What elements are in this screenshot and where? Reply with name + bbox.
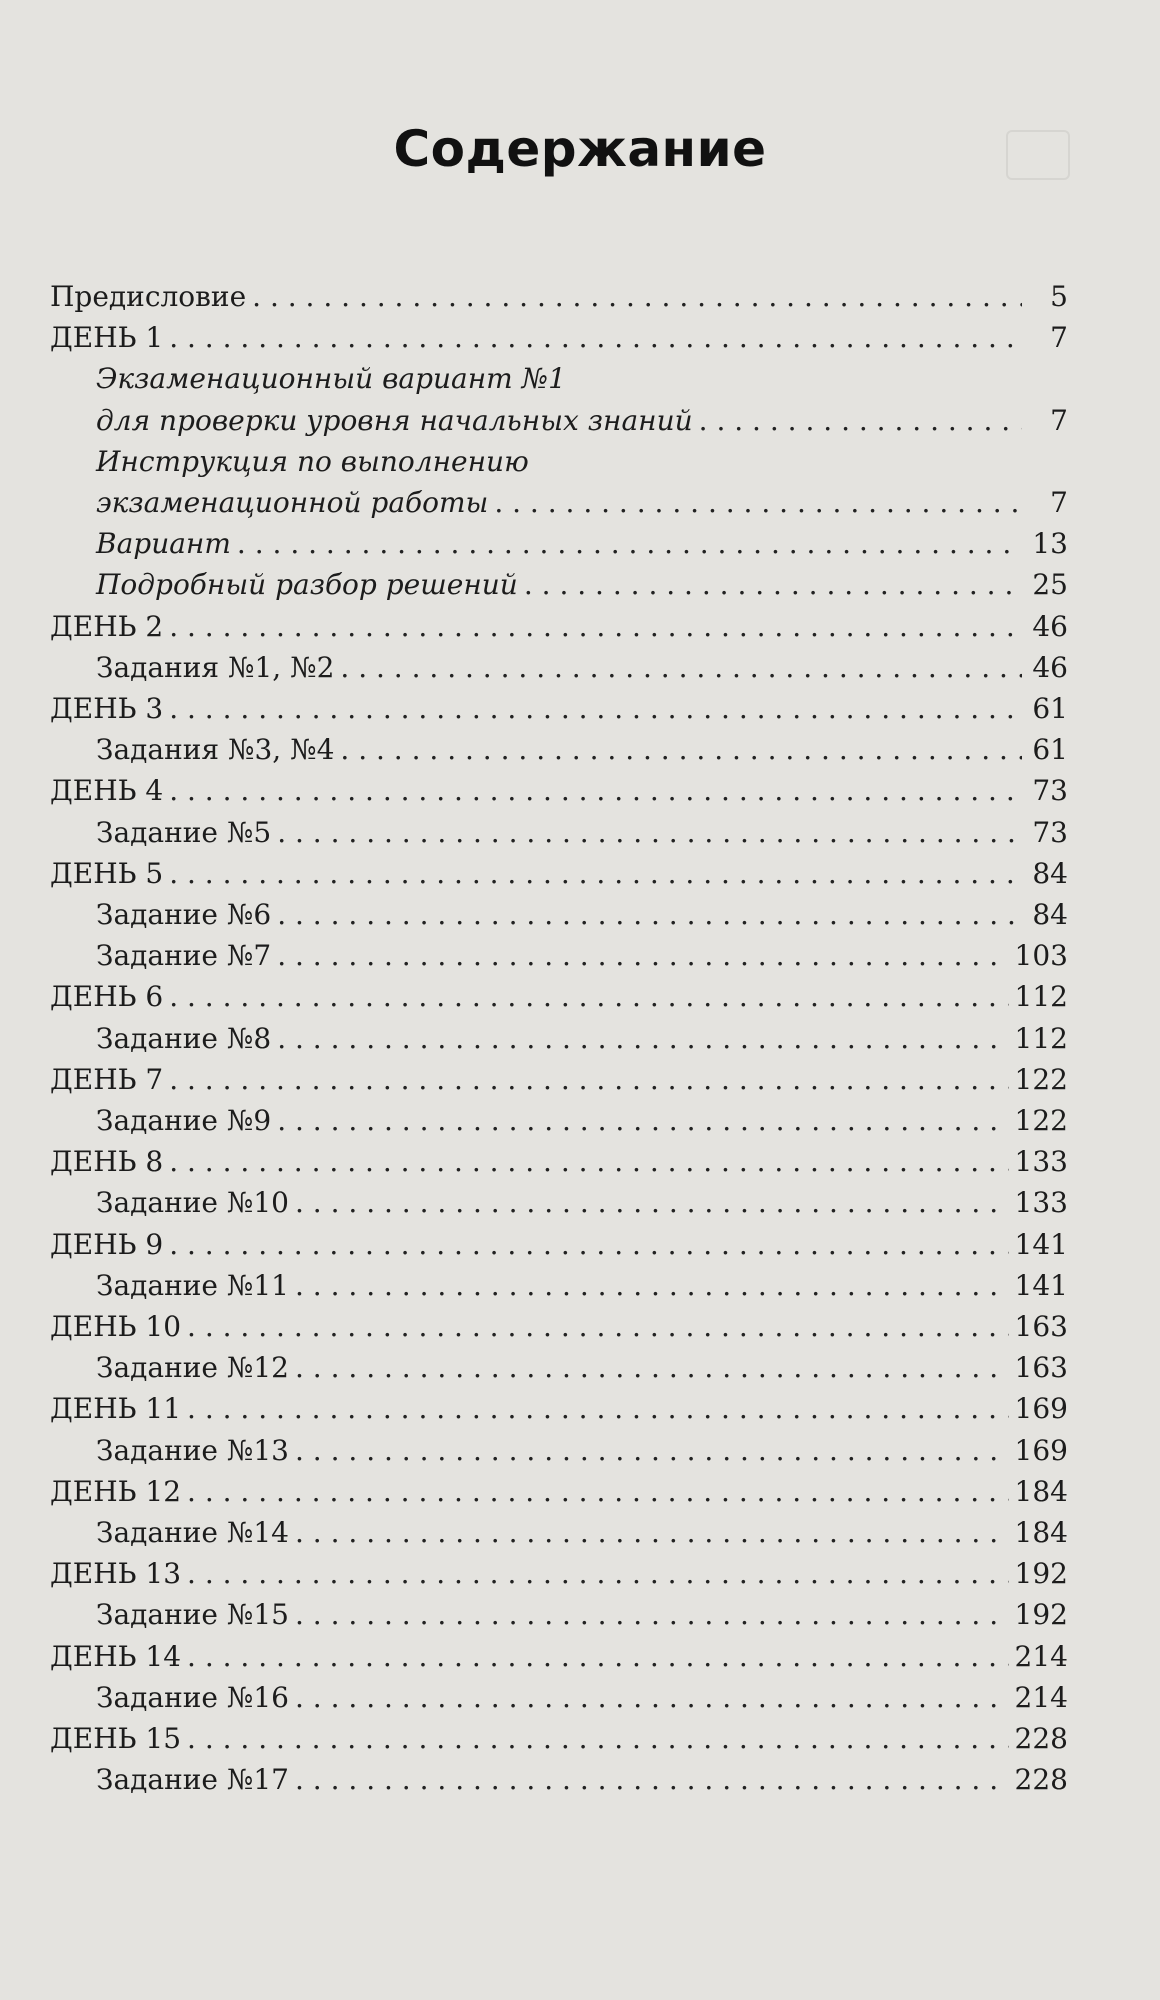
toc-subentry <box>96 564 1068 606</box>
dot-leader <box>340 647 1022 689</box>
toc-page-number: 122 <box>1014 1062 1068 1096</box>
toc-subentry <box>96 894 1068 936</box>
toc-subentry <box>96 1677 1068 1719</box>
toc-page-number: 84 <box>1032 898 1068 931</box>
toc-entry-label: ДЕНЬ 2 <box>50 609 164 643</box>
toc-entry-label: Задание №15 <box>96 1598 289 1632</box>
toc-line: Инструкция по выполнению <box>96 444 529 478</box>
toc-entry-label: для проверки уровня начальных знаний <box>96 403 693 437</box>
toc-subentry <box>96 1265 1068 1307</box>
toc-page-number: 73 <box>1032 815 1068 849</box>
toc-page-number: 61 <box>1032 733 1068 767</box>
dot-leader <box>187 1718 1009 1760</box>
toc-subentry <box>96 647 1068 689</box>
toc-subentry <box>96 1594 1068 1636</box>
toc-entry-label: Задание №12 <box>96 1351 289 1385</box>
toc-subentry <box>96 523 1068 565</box>
toc-page-number: 5 <box>1050 280 1068 313</box>
toc-page-number: 141 <box>1014 1268 1068 1302</box>
toc-entry-label: Вариант <box>96 527 231 561</box>
dot-leader <box>169 688 1022 730</box>
toc-page-number: 7 <box>1050 486 1068 519</box>
toc-page-number: 133 <box>1014 1186 1068 1220</box>
dot-leader <box>187 1636 1009 1678</box>
toc-page-number: 169 <box>1014 1433 1068 1467</box>
toc-entry <box>50 1388 1068 1430</box>
dot-leader <box>169 317 1022 359</box>
dot-leader <box>277 812 1022 854</box>
toc-page-number: 163 <box>1014 1310 1068 1343</box>
toc-entry-label: экзаменационной работы <box>96 486 489 519</box>
toc-page-number: 141 <box>1014 1227 1068 1261</box>
dot-leader <box>295 1347 1009 1389</box>
toc-entry-label: Задание №7 <box>96 939 272 973</box>
toc-page-number: 73 <box>1032 774 1068 808</box>
toc-entry-label: ДЕНЬ 6 <box>50 980 164 1014</box>
toc-entry-label: ДЕНЬ 1 <box>50 321 164 355</box>
toc-page-number: 122 <box>1014 1104 1068 1137</box>
toc-entry-label: Задание №9 <box>96 1104 272 1137</box>
toc-entry-label: ДЕНЬ 8 <box>50 1145 164 1179</box>
dot-leader <box>699 400 1022 442</box>
toc-entry <box>50 1471 1068 1513</box>
toc-page-number: 228 <box>1014 1722 1068 1755</box>
dot-leader <box>187 1306 1009 1348</box>
toc-entry-label: Задание №17 <box>96 1763 289 1797</box>
toc-page-number: 25 <box>1032 568 1068 602</box>
toc-entry-label: ДЕНЬ 13 <box>50 1557 182 1591</box>
dot-leader <box>169 606 1022 648</box>
toc-entry-label: Задание №5 <box>96 815 272 849</box>
dot-leader <box>295 1594 1009 1636</box>
toc-page-number: 7 <box>1050 403 1068 437</box>
toc-entry-label: ДЕНЬ 12 <box>50 1474 182 1508</box>
toc-page-number: 112 <box>1014 1021 1068 1055</box>
toc-entry-label: Задание №8 <box>96 1021 272 1055</box>
toc-subentry <box>96 400 1068 442</box>
toc-entry-label: ДЕНЬ 4 <box>50 774 164 808</box>
dot-leader <box>295 1677 1009 1719</box>
toc-subentry <box>96 935 1068 977</box>
toc-entry-label: ДЕНЬ 14 <box>50 1639 182 1673</box>
toc-entry-label: ДЕНЬ 7 <box>50 1062 164 1096</box>
toc-page-number: 61 <box>1032 692 1068 725</box>
toc-entry <box>50 276 1068 318</box>
toc-page-number: 184 <box>1014 1516 1068 1549</box>
toc-subentry <box>96 1018 1068 1060</box>
dot-leader <box>277 894 1022 936</box>
toc-entry <box>50 1141 1068 1183</box>
toc-entry-label: Подробный разбор решений <box>96 568 518 602</box>
toc-entry-label: ДЕНЬ 9 <box>50 1227 164 1261</box>
toc-entry <box>50 688 1068 730</box>
dot-leader <box>295 1182 1009 1224</box>
toc-entry-label: Предисловие <box>50 280 247 313</box>
dot-leader <box>295 1265 1009 1307</box>
dot-leader <box>169 1224 1008 1266</box>
toc-entry-label: Задание №14 <box>96 1516 289 1549</box>
toc-entry <box>50 317 1068 359</box>
toc-page-number: 163 <box>1014 1351 1068 1385</box>
toc-subentry <box>96 1182 1068 1224</box>
toc-entry <box>50 1718 1068 1760</box>
toc-entry-label: Задания №1, №2 <box>96 650 335 684</box>
toc-subentry <box>96 1512 1068 1554</box>
dot-leader <box>277 1100 1008 1142</box>
toc-subentry <box>96 482 1068 524</box>
dot-leader <box>169 770 1022 812</box>
toc-line: Экзаменационный вариант №1 <box>96 362 566 396</box>
toc-page-number: 214 <box>1014 1639 1068 1673</box>
toc-page-number: 46 <box>1032 650 1068 684</box>
toc-page-number: 133 <box>1014 1145 1068 1179</box>
dot-leader <box>295 1512 1009 1554</box>
toc-entry <box>50 976 1068 1018</box>
toc-page-number: 7 <box>1050 321 1068 355</box>
dot-leader <box>237 523 1022 565</box>
toc-page-number: 228 <box>1014 1763 1068 1797</box>
dot-leader <box>494 482 1022 524</box>
toc-entry-label: Задание №6 <box>96 898 272 931</box>
toc-entry-label: ДЕНЬ 3 <box>50 692 164 725</box>
toc-subentry <box>96 1759 1068 1801</box>
toc-page-number: 192 <box>1014 1557 1068 1591</box>
toc-subentry <box>96 1347 1068 1389</box>
toc-entry <box>50 1224 1068 1266</box>
toc-entry-label: ДЕНЬ 10 <box>50 1310 182 1343</box>
toc-entry <box>50 1306 1068 1348</box>
toc-page-number: 214 <box>1014 1680 1068 1714</box>
page-title: Содержание <box>393 120 767 178</box>
toc-entry <box>50 1059 1068 1101</box>
toc-entry <box>50 1636 1068 1678</box>
dot-leader <box>187 1388 1009 1430</box>
toc-page-number: 192 <box>1014 1598 1068 1632</box>
dot-leader <box>187 1471 1009 1513</box>
bleed-through-mark <box>1006 130 1070 180</box>
toc-subentry <box>96 729 1068 771</box>
dot-leader <box>524 564 1022 606</box>
dot-leader <box>277 1018 1008 1060</box>
toc-page-number: 112 <box>1014 980 1068 1014</box>
dot-leader <box>295 1430 1009 1472</box>
dot-leader <box>187 1553 1009 1595</box>
dot-leader <box>169 1141 1008 1183</box>
toc-entry <box>50 606 1068 648</box>
toc-entry-label: ДЕНЬ 11 <box>50 1392 182 1426</box>
toc-page-number: 184 <box>1014 1474 1068 1508</box>
toc-entry-label: Задание №10 <box>96 1186 289 1220</box>
dot-leader <box>252 276 1022 318</box>
toc-page-number: 84 <box>1032 856 1068 890</box>
dot-leader <box>340 729 1022 771</box>
toc-page-number: 103 <box>1014 939 1068 973</box>
toc-page-number: 46 <box>1032 609 1068 643</box>
dot-leader <box>169 976 1008 1018</box>
toc-entry-label: ДЕНЬ 15 <box>50 1722 182 1755</box>
toc-page-number: 13 <box>1032 527 1068 561</box>
toc-entry <box>50 1553 1068 1595</box>
toc-entry <box>50 770 1068 812</box>
toc-entry-label: Задание №13 <box>96 1433 289 1467</box>
toc-entry <box>50 853 1068 895</box>
toc-subentry <box>96 812 1068 854</box>
toc-entry-label: Задания №3, №4 <box>96 733 335 767</box>
toc-subentry <box>96 1100 1068 1142</box>
toc-subentry <box>96 1430 1068 1472</box>
toc-page-number: 169 <box>1014 1392 1068 1426</box>
toc-entry-label: ДЕНЬ 5 <box>50 856 164 890</box>
dot-leader <box>169 853 1022 895</box>
toc-entry-label: Задание №11 <box>96 1268 289 1302</box>
dot-leader <box>277 935 1008 977</box>
toc-entry-label: Задание №16 <box>96 1680 289 1714</box>
dot-leader <box>295 1759 1009 1801</box>
dot-leader <box>169 1059 1008 1101</box>
